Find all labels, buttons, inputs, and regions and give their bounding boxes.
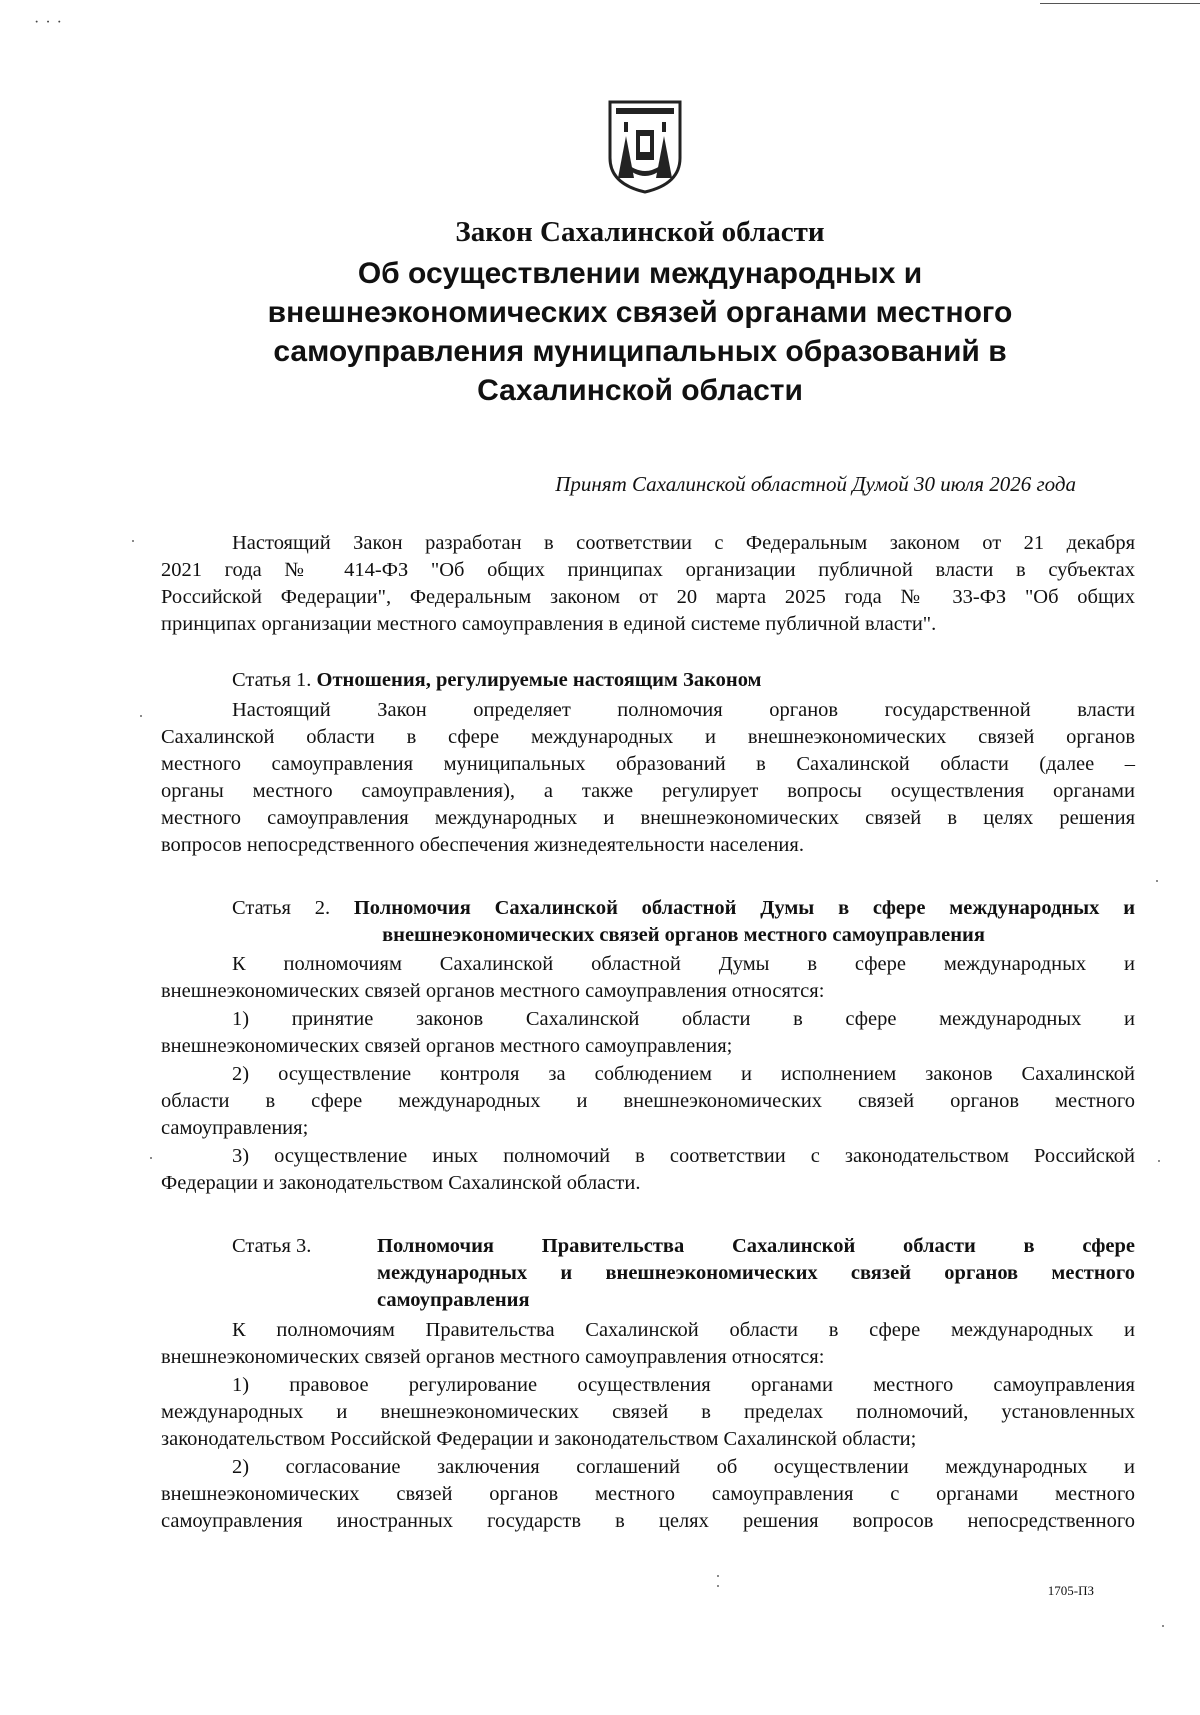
article-text-line: вопросов непосредственного обеспечения жизнедеятельности населения.	[161, 834, 804, 856]
article-text-line: внешнеэкономических связей органов местного самоуправления;	[161, 1035, 733, 1057]
article-text-line: внешнеэкономических связей органов местного самоуправления относятся:	[161, 1346, 825, 1368]
article-text-line: 1) принятие законов Сахалинской области в сфере международных и	[232, 1008, 1135, 1030]
article-text-line: самоуправления;	[161, 1117, 309, 1139]
scan-speck	[1156, 880, 1158, 882]
law-title: Закон Сахалинской области	[455, 216, 825, 248]
article-text-line: области в сфере международных и внешнеэкономических связей органов местного	[161, 1090, 1135, 1112]
article-text-line: внешнеэкономических связей органов местного самоуправления относятся:	[161, 980, 825, 1002]
article-text-line: самоуправления иностранных государств в целях решения вопросов непосредственного	[161, 1510, 1135, 1532]
article-text-line: органы местного самоуправления), а также регулирует вопросы осуществления органами	[161, 780, 1135, 802]
scan-speck	[132, 540, 134, 542]
article-text-line: местного самоуправления муниципальных образований в Сахалинской области (далее –	[161, 753, 1135, 775]
law-subject-line: самоуправления муниципальных образований в	[273, 335, 1007, 368]
article-text-line: законодательством Российской Федерации и законодательством Сахалинской области;	[161, 1428, 917, 1450]
article-heading	[232, 667, 762, 694]
sakhalin-coat-of-arms-icon	[600, 96, 690, 196]
preamble-line: 2021 года № 414-ФЗ "Об общих принципах организации публичной власти в субъектах	[161, 559, 1135, 581]
preamble-line: Настоящий Закон разработан в соответствии с Федеральным законом от 21 декабря	[232, 532, 1135, 554]
article-title: Отношения, регулируемые настоящим Законом	[316, 669, 762, 691]
scan-speck	[1162, 1625, 1164, 1627]
scan-speck	[717, 1585, 719, 1587]
law-subject	[160, 254, 1120, 410]
article-heading	[232, 895, 1135, 922]
law-subject-line: Сахалинской области	[477, 374, 803, 407]
article-text-line: 2) согласование заключения соглашений об осуществлении международных и	[232, 1456, 1135, 1478]
scan-speck	[717, 1575, 719, 1577]
preamble-line: Российской Федерации", Федеральным законом от 20 марта 2025 года № 33-ФЗ "Об общих	[161, 586, 1135, 608]
article-text-line: внешнеэкономических связей органов местного самоуправления с органами местного	[161, 1483, 1135, 1505]
adoption-note: Принят Сахалинской областной Думой 30 июля 2026 года	[555, 472, 1076, 496]
article-text-line: Настоящий Закон определяет полномочия органов государственной власти	[232, 699, 1135, 721]
article-title-line: самоуправления	[377, 1289, 530, 1311]
page-code: 1705-ПЗ	[1047, 1583, 1094, 1598]
article-title-line: международных и внешнеэкономических связей органов местного	[377, 1262, 1135, 1284]
article-label: Статья 3.	[232, 1235, 312, 1257]
article-text-line: К полномочиям Правительства Сахалинской области в сфере международных и	[232, 1319, 1135, 1341]
article-text-line: 2) осуществление контроля за соблюдением и исполнением законов Сахалинской	[232, 1063, 1135, 1085]
law-subject-line: Об осуществлении международных и	[357, 257, 923, 290]
scan-speck	[140, 715, 142, 717]
scan-edge-line	[1040, 3, 1200, 4]
article-text-line: 3) осуществление иных полномочий в соответствии с законодательством Российской	[232, 1145, 1135, 1167]
article-title-line: Полномочия Правительства Сахалинской области в сфере	[377, 1235, 1135, 1257]
law-subject-line: внешнеэкономических связей органами местного	[267, 296, 1013, 329]
article-text-line: К полномочиям Сахалинской областной Думы в сфере международных и	[232, 953, 1135, 975]
article-text-line: местного самоуправления международных и внешнеэкономических связей в целях решения	[161, 807, 1135, 829]
article-text-line: международных и внешнеэкономических связей в пределах полномочий, установленных	[161, 1401, 1135, 1423]
article-text-line: 1) правовое регулирование осуществления органами местного самоуправления	[232, 1374, 1135, 1396]
article-label: Статья 2.	[232, 897, 331, 919]
article-title: Полномочия Сахалинской областной Думы в сфере международных и	[353, 897, 1136, 919]
article-text-line: Сахалинской области в сфере международных и внешнеэкономических связей органов	[161, 726, 1135, 748]
article-label: Статья 1.	[232, 669, 312, 691]
scan-corner-mark: ···	[34, 14, 68, 31]
scan-speck	[150, 1157, 152, 1159]
article-title-continued: внешнеэкономических связей органов местного самоуправления	[382, 924, 985, 946]
preamble-line: принципах организации местного самоуправления в единой системе публичной власти".	[161, 613, 937, 635]
scan-speck	[1158, 1160, 1160, 1162]
article-text-line: Федерации и законодательством Сахалинской области.	[161, 1172, 641, 1194]
